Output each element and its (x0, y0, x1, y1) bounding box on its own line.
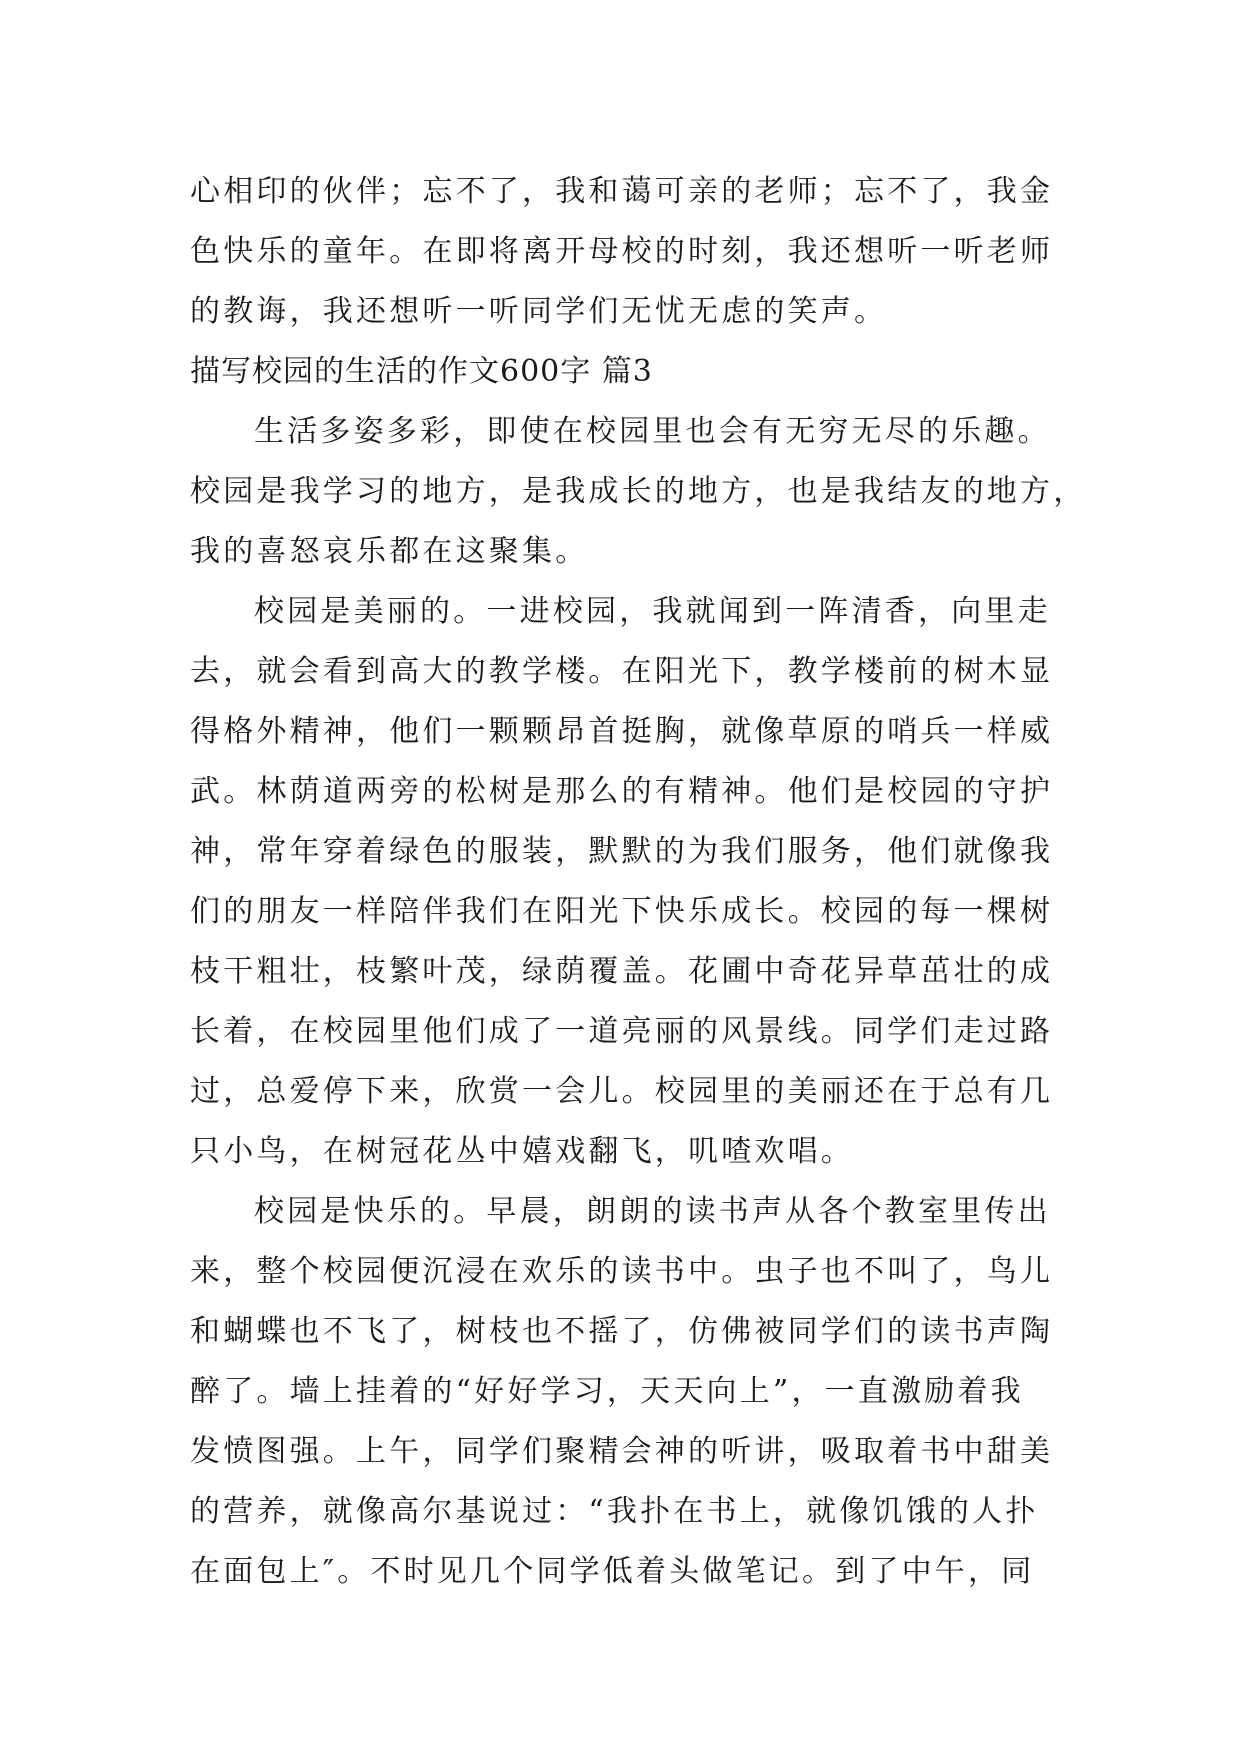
paragraph-first-line: 校园是美丽的。一进校园，我就闻到一阵清香，向里走 (254, 594, 1051, 629)
text-line: 枝干粗壮，枝繁叶茂，绿荫覆盖。花圃中奇花异草茁壮的成 (190, 954, 1054, 989)
paragraph-first-line: 校园是快乐的。早晨，朗朗的读书声从各个教室里传出 (254, 1194, 1051, 1229)
text-line: 们的朋友一样陪伴我们在阳光下快乐成长。校园的每一棵树 (190, 894, 1054, 929)
text-line: 得格外精神，他们一颗颗昂首挺胸，就像草原的哨兵一样威 (190, 714, 1054, 749)
text-line: 的教诲，我还想听一听同学们无忧无虑的笑声。 (190, 294, 888, 329)
text-line: 心相印的伙伴；忘不了，我和蔼可亲的老师；忘不了，我金 (190, 174, 1054, 209)
text-line: 只小鸟，在树冠花丛中嬉戏翻飞，叽喳欢唱。 (190, 1134, 854, 1169)
text-line: 我的喜怒哀乐都在这聚集。 (190, 534, 589, 569)
text-line: 色快乐的童年。在即将离开母校的时刻，我还想听一听老师 (190, 234, 1054, 269)
text-line: 校园是我学习的地方，是我成长的地方，也是我结友的地方， (190, 474, 1087, 509)
text-line: 和蝴蝶也不飞了，树枝也不摇了，仿佛被同学们的读书声陶 (190, 1314, 1054, 1349)
section-title: 描写校园的生活的作文600字 篇3 (190, 354, 653, 389)
text-line: 武。林荫道两旁的松树是那么的有精神。他们是校园的守护 (190, 774, 1054, 809)
text-line: 去，就会看到高大的教学楼。在阳光下，教学楼前的树木显 (190, 654, 1054, 689)
text-line: 长着，在校园里他们成了一道亮丽的风景线。同学们走过路 (190, 1014, 1054, 1049)
document-body (190, 162, 1087, 1602)
text-line: 过，总爱停下来，欣赏一会儿。校园里的美丽还在于总有几 (190, 1074, 1054, 1109)
text-line: 在面包上″。不时见几个同学低着头做笔记。到了中午，同 (190, 1554, 1035, 1589)
text-line: 的营养，就像高尔基说过：“我扑在书上，就像饥饿的人扑 (190, 1494, 1039, 1529)
text-line: 神，常年穿着绿色的服装，默默的为我们服务，他们就像我 (190, 834, 1054, 869)
text-line: 醉了。墙上挂着的“好好学习，天天向上”，一直激励着我 (190, 1374, 1024, 1409)
paragraph-first-line: 生活多姿多彩，即使在校园里也会有无穷无尽的乐趣。 (254, 414, 1051, 449)
text-line: 发愤图强。上午，同学们聚精会神的听讲，吸取着书中甜美 (190, 1434, 1054, 1469)
text-line: 来，整个校园便沉浸在欢乐的读书中。虫子也不叫了，鸟儿 (190, 1254, 1054, 1289)
